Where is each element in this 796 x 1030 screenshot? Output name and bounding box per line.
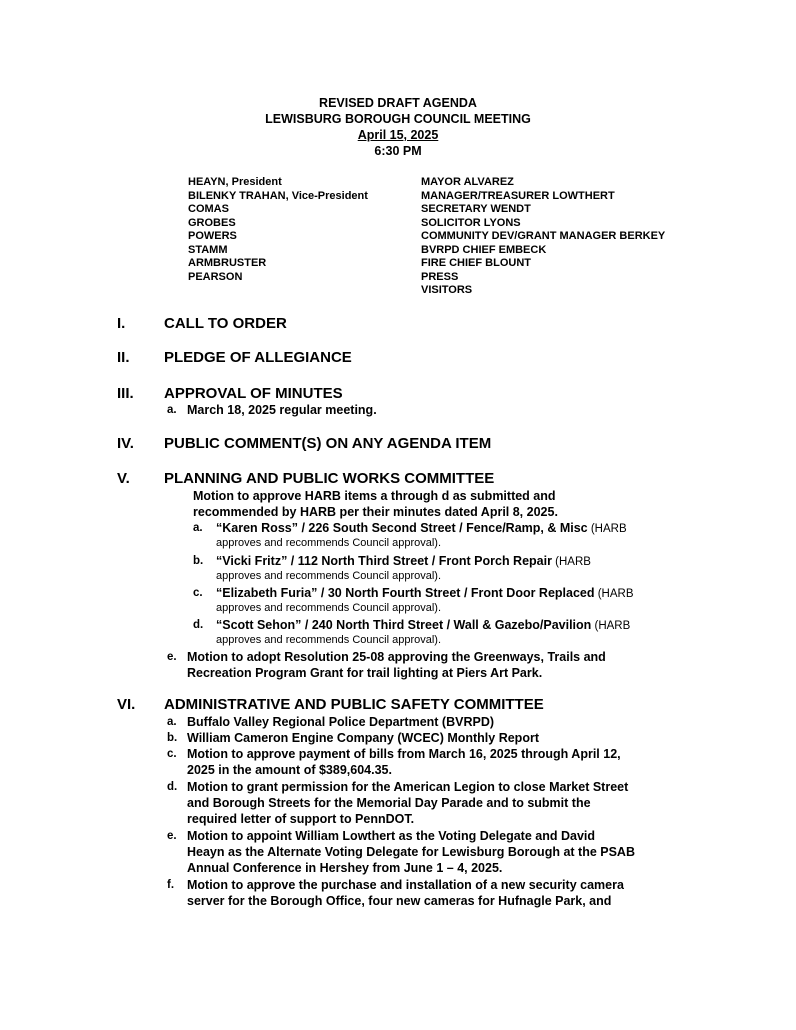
item-label: c.	[193, 587, 203, 599]
council-member: PEARSON	[188, 270, 243, 283]
admin-item-d-cont: required letter of support to PennDOT.	[187, 812, 415, 826]
admin-item-f-cont: server for the Borough Office, four new cameras for Hufnagle Park, and	[187, 894, 612, 908]
item-label: f.	[167, 879, 175, 891]
item-label: b.	[167, 732, 178, 744]
admin-item-c-cont: 2025 in the amount of $389,604.35.	[187, 763, 392, 777]
staff-member: PRESS	[421, 270, 459, 283]
harb-item-d-note: approves and recommends Council approval).	[216, 634, 442, 646]
item-label: e.	[167, 651, 177, 663]
item-label: a.	[167, 404, 177, 416]
harb-motion-cont: recommended by HARB per their minutes dated April 8, 2025.	[193, 505, 558, 519]
harb-item-b-note: approves and recommends Council approval).	[216, 570, 442, 582]
minutes-item: March 18, 2025 regular meeting.	[187, 403, 377, 417]
item-label: e.	[167, 830, 177, 842]
doc-title: REVISED DRAFT AGENDA	[319, 96, 477, 110]
council-member: HEAYN, President	[188, 176, 282, 188]
council-list	[188, 176, 368, 284]
item-label: c.	[167, 748, 177, 760]
admin-item-a: Buffalo Valley Regional Police Department (BVRPD)	[187, 715, 495, 729]
staff-list	[421, 176, 665, 298]
harb-item-c-note: approves and recommends Council approval).	[216, 602, 442, 614]
council-member: STAMM	[188, 243, 228, 256]
doc-subtitle: LEWISBURG BOROUGH COUNCIL MEETING	[265, 112, 531, 126]
staff-member: BVRPD CHIEF EMBECK	[421, 243, 547, 256]
harb-motion: Motion to approve HARB items a through d as submitted and	[193, 489, 556, 503]
item-label: b.	[193, 555, 204, 567]
council-member: COMAS	[188, 203, 229, 215]
staff-member: COMMUNITY DEV/GRANT MANAGER BERKEY	[421, 230, 666, 242]
item-label: a.	[167, 716, 177, 728]
harb-item-b: “Vicki Fritz” / 112 North Third Street / Front Porch Repair (HARB	[216, 554, 591, 568]
staff-member: MAYOR ALVAREZ	[421, 176, 514, 188]
admin-item-e: Motion to appoint William Lowthert as the Voting Delegate and David	[187, 829, 596, 843]
harb-item-c: “Elizabeth Furia” / 30 North Fourth Street / Front Door Replaced (HARB	[216, 586, 634, 600]
item-label: d.	[167, 781, 178, 793]
council-member: POWERS	[188, 230, 237, 242]
admin-item-f: Motion to approve the purchase and installation of a new security camera	[187, 878, 624, 892]
meeting-date: April 15, 2025	[357, 128, 439, 142]
item-label: a.	[193, 522, 203, 534]
admin-item-d-cont: and Borough Streets for the Memorial Day Parade and to submit the	[187, 796, 591, 810]
staff-member: SOLICITOR LYONS	[421, 216, 521, 229]
admin-item-e-cont: Heayn as the Alternate Voting Delegate for Lewisburg Borough at the PSAB	[187, 845, 635, 859]
staff-member: MANAGER/TREASURER LOWTHERT	[421, 189, 615, 202]
harb-item-a: “Karen Ross” / 226 South Second Street / Fence/Ramp, & Misc (HARB	[216, 521, 627, 535]
resolution-motion: Motion to adopt Resolution 25-08 approving the Greenways, Trails and	[187, 650, 606, 664]
staff-member: SECRETARY WENDT	[421, 203, 531, 215]
harb-item-a-note: approves and recommends Council approval).	[216, 537, 442, 549]
council-member: GROBES	[188, 216, 236, 229]
item-label: d.	[193, 619, 204, 631]
council-member: BILENKY TRAHAN, Vice-President	[188, 189, 368, 202]
council-member: ARMBRUSTER	[188, 257, 267, 269]
admin-item-b: William Cameron Engine Company (WCEC) Monthly Report	[187, 731, 539, 745]
admin-item-d: Motion to grant permission for the American Legion to close Market Street	[187, 780, 629, 794]
meeting-time: 6:30 PM	[374, 144, 422, 158]
admin-item-e-cont: Annual Conference in Hershey from June 1 – 4, 2025.	[187, 861, 503, 875]
staff-member: FIRE CHIEF BLOUNT	[421, 257, 531, 269]
harb-item-d: “Scott Sehon” / 240 North Third Street / Wall & Gazebo/Pavilion (HARB	[216, 618, 631, 632]
staff-member: VISITORS	[421, 284, 473, 296]
agenda-page: REVISED DRAFT AGENDA LEWISBURG BOROUGH COUNCIL MEETING April 15, 2025 6:30 PM HEAYN, President BILENKY TRAHAN, Vice-President COMAS GROBES POWERS STAMM ARMBRUSTER PEARSON MAYOR ALVAREZ MANAGER/TREASURER LOWTHERT SECRETARY WENDT SOLICITOR LYONS COMMUNITY DEV/GRANT MANAGER BERKEY BVRPD CHIEF EMBECK FIRE CHIEF BLOUNT PRESS VISITORS I. CALL TO ORDER II. PLEDGE OF ALLEGIANCE III. APPROVAL OF MINUTES a. March 18, 2025 regular meeting. IV. PUBLIC COMMENT(S) ON ANY AGENDA ITEM V. PLANNING AND PUBLIC WORKS COMMITTEE Motion to approve HARB items a through d as submitted and recommended by HARB per their minutes dated April 8, 2025. a. “Karen Ross” / 226 South Second Street / Fence/Ramp, & Misc (HARB approves and recommends Council approval). b. “Vicki Fritz” / 112 North Third Street / Front Porch Repair (HARB approves and recommends Council approval). c. “Elizabeth Furia” / 30 North Fourth Street / Front Door Replaced (HARB approves and recommends Council approval). d. “Scott Sehon” / 240 North Third Street / Wall & Gazebo/Pavilion (HARB approves and recommends Council approval). e. Motion to adopt Resolution 25-08 approving the Greenways, Trails and Recreation Program Grant for trail lighting at Piers Art Park. VI. ADMINISTRATIVE AND PUBLIC SAFETY COMMITTEE a. Buffalo Valley Regional Police Department (BVRPD) b. William Cameron Engine Company (WCEC) Monthly Report c. Motion to approve payment of bills from March 16, 2025 through April 12, 2025 in the amount of $389,604.35. d. Motion to grant permission for the American Legion to close Market Street and Borough Streets for the Memorial Day Parade and to submit the required letter of support to PennDOT. e. Motion to appoint William Lowthert as the Voting Delegate and David Heayn as the Alternate Voting Delegate for Lewisburg Borough at the PSAB Annual Conference in Hershey from June 1 – 4, 2025. f. Motion to approve the purchase and installation of a new security camera server for the Borough Office, four new cameras for Hufnagle Park, and	[0, 0, 796, 1030]
resolution-motion-cont: Recreation Program Grant for trail lighting at Piers Art Park.	[187, 666, 543, 680]
admin-item-c: Motion to approve payment of bills from March 16, 2025 through April 12,	[187, 747, 621, 761]
